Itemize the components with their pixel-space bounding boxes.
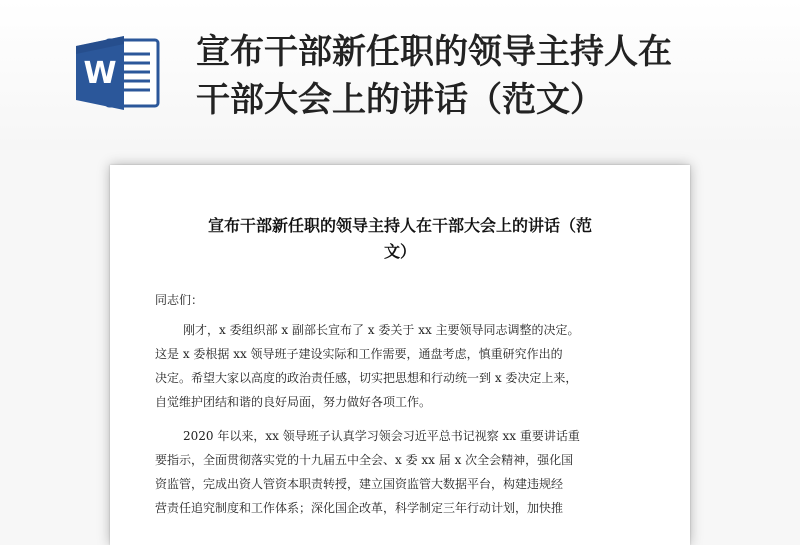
- paragraph-line: 决定。希望大家以高度的政治责任感，切实把思想和行动统一到 x 委决定上来，: [155, 371, 578, 385]
- word-icon-letter: W: [83, 56, 117, 91]
- paragraph: [155, 424, 655, 520]
- paragraph-line: 2020 年以来，xx 领导班子认真学习领会习近平总书记视察 xx 重要讲话重: [183, 429, 580, 443]
- paragraph-line: 自觉维护团结和谐的良好局面，努力做好各项工作。: [155, 395, 432, 409]
- document-title-line: 宣布干部新任职的领导主持人在干部大会上的讲话（范: [207, 216, 592, 235]
- document-body: [155, 292, 655, 530]
- word-document-icon: [76, 34, 162, 112]
- cover-title: [196, 28, 776, 124]
- greeting: 同志们：: [155, 293, 204, 307]
- document-title-line: 文）: [383, 242, 416, 261]
- paragraph-line: 营责任追究制度和工作体系；深化国企改革，科学制定三年行动计划，加快推: [155, 501, 564, 515]
- paragraph-line: 刚才，x 委组织部 x 副部长宣布了 x 委关于 xx 主要领导同志调整的决定。: [183, 323, 580, 337]
- document-page: [110, 165, 690, 545]
- document-title: [150, 213, 650, 265]
- paragraph-line: 要指示，全面贯彻落实党的十九届五中全会、x 委 xx 届 x 次全会精神，强化国: [155, 453, 574, 467]
- cover-title-line: 宣布干部新任职的领导主持人在: [196, 32, 672, 72]
- cover-title-line: 干部大会上的讲话（范文）: [196, 80, 604, 120]
- paragraph-line: 资监管，完成出资人管资本职责转授，建立国资监管大数据平台，构建违规经: [155, 477, 564, 491]
- paragraph-line: 这是 x 委根据 xx 领导班子建设实际和工作需要，通盘考虑，慎重研究作出的: [155, 347, 563, 361]
- paragraph: [155, 318, 655, 414]
